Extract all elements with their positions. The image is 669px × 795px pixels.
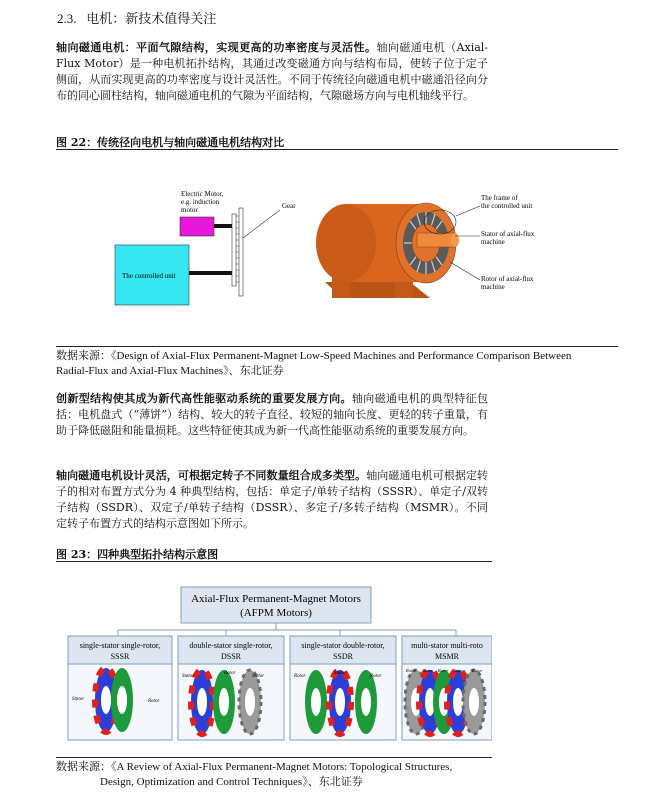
- figure-23-source: [56, 760, 496, 790]
- gear-pointer: [243, 210, 280, 238]
- figure-22-source-line-1: 数据来源：《Design of Axial-Flux Permanent-Magnet Low-Speed Machines and Performance Comparison Between: [56, 350, 572, 362]
- panel-dssr-line1: double-stator single-rotor,: [189, 641, 273, 650]
- paragraph-intro: [56, 40, 488, 104]
- section-heading: [57, 8, 216, 27]
- paragraph-topologies: [56, 468, 488, 532]
- figure-23-diagram: [64, 584, 492, 742]
- paragraph-intro-lead: 轴向磁通电机：平面气隙结构，实现更高的功率密度与灵活性。: [56, 41, 377, 54]
- panel-sssr-tag-stator: Stator: [72, 697, 85, 702]
- electric-motor-label-2: e.g. induction: [181, 198, 220, 206]
- panel-msmr-line1: multi-stator multi-roto: [411, 641, 483, 650]
- section-title: 电机：新技术值得关注: [86, 11, 217, 26]
- figure-22-source: [56, 349, 626, 379]
- panel-msmr-tag-2: Stator: [422, 668, 434, 673]
- stator-label-2: machine: [481, 238, 505, 246]
- paragraph-structure-lead: 创新型结构使其成为新代高性能驱动系统的重要发展方向。: [56, 392, 352, 405]
- figure-23-source-line-1: 数据来源：《A Review of Axial-Flux Permanent-Magnet Motors: Topological Structures,: [56, 761, 453, 773]
- panel-msmr-tag-4: Stator: [454, 668, 466, 673]
- frame-label-2: the controlled unit: [481, 202, 533, 210]
- panel-ssdr-tag-stator: Stator: [334, 671, 347, 676]
- section-number: 2.3.: [57, 11, 77, 26]
- figure-22-diagram: [110, 180, 560, 320]
- panel-msmr-tag-1: Rotor: [406, 668, 417, 673]
- electric-motor-block: [180, 217, 214, 236]
- paragraph-topologies-lead: 轴向磁通电机设计灵活，可根据定转子不同数量组合成多类型。: [56, 469, 367, 482]
- panel-msmr: [402, 636, 492, 740]
- figure-22-top-rule: [56, 149, 618, 150]
- panel-dssr-tag-stator-2: Stator: [252, 674, 265, 679]
- paragraph-intro-body: 轴向磁通电机（Axial-Flux Motor）是一种电机拓扑结构，其通过改变磁通方向与结构布局，使转子位于定子侧面，从而实现更高的功率密度与设计灵活性。不同于传统径向磁通电机中磁通沿径向分布的同心圆柱结构，轴向磁通电机的气隙为平面结构，气隙磁场方向与电机轴线平行。: [56, 41, 489, 102]
- panel-sssr-tag-rotor: Rotor: [148, 699, 160, 704]
- paragraph-topologies-body: 轴向磁通电机可根据定转子的相对布置方式分为 4 种典型结构，包括：单定子/单转子结构（SSSR）、单定子/双转子结构（SSDR）、双定子/单转子结构（DSSR）、多定子/多转子结构（MSMR）。不同定转子布置方式的结构示意图如下所示。: [56, 469, 489, 530]
- controlled-unit-label: The controlled unit: [122, 272, 176, 280]
- panel-dssr-tag-stator-1: Stator: [182, 674, 195, 679]
- panel-ssdr: [290, 636, 396, 740]
- rotor-label: Rotor of axial-flux: [481, 275, 534, 283]
- panel-msmr-line2: MSMR: [434, 652, 460, 661]
- panel-dssr-tag-rotor: Rotor: [224, 671, 236, 676]
- panel-ssdr-tag-rotor-2: Rotor: [370, 674, 382, 679]
- panel-ssdr-line2: SSDR: [332, 652, 354, 661]
- panel-sssr-line1: single-stator single-rotor,: [79, 641, 161, 650]
- tree-connectors: [118, 623, 456, 636]
- panel-msmr-tag-5: Rotor: [472, 668, 483, 673]
- figure-23-title: 图 23：四种典型拓扑结构示意图: [56, 548, 219, 561]
- panel-ssdr-line1: single-stator double-rotor,: [301, 641, 385, 650]
- electric-motor-label-3: motor: [181, 206, 198, 214]
- axial-flux-machine: [316, 203, 459, 298]
- paragraph-structure: [56, 391, 488, 439]
- figure-23-bottom-rule: [56, 757, 492, 758]
- frame-label: The frame of: [481, 194, 518, 202]
- figure-22-bottom-rule: [56, 346, 618, 347]
- rotor-label-2: machine: [481, 283, 505, 291]
- panel-ssdr-tag-rotor-1: Rotor: [294, 674, 306, 679]
- panel-msmr-tag-3: Rotor: [438, 668, 449, 673]
- figure-22-title: 图 22：传统径向电机与轴向磁通电机结构对比: [56, 136, 285, 149]
- figure-22-source-line-2: Radial-Flux and Axial-Flux Machines》、东北证券: [56, 365, 284, 377]
- panel-dssr-line2: DSSR: [220, 652, 242, 661]
- figure-23-source-line-2: Design, Optimization and Control Techniques》、东北证券: [100, 776, 363, 788]
- panel-sssr-line2: SSSR: [110, 652, 130, 661]
- gear-strip: [232, 208, 243, 296]
- electric-motor-label: Electric Motor,: [181, 190, 224, 198]
- figure-23-top-rule: [56, 561, 492, 562]
- afpm-header-title: Axial-Flux Permanent-Magnet Motors: [191, 593, 361, 605]
- panel-sssr: [68, 636, 172, 740]
- gear-label: Gear: [282, 202, 296, 210]
- stator-label: Stator of axial-flux: [481, 230, 535, 238]
- panel-dssr: [178, 636, 284, 740]
- afpm-header-subtitle: (AFPM Motors): [240, 607, 312, 619]
- paragraph-structure-body: 轴向磁通电机的典型特征包括：电机盘式（“薄饼”）结构、较大的转子直径、较短的轴向长度、更轻的转子重量，有助于降低磁阻和能量损耗。这些特征使其成为新一代高性能驱动系统的重要发展方向。: [56, 392, 489, 437]
